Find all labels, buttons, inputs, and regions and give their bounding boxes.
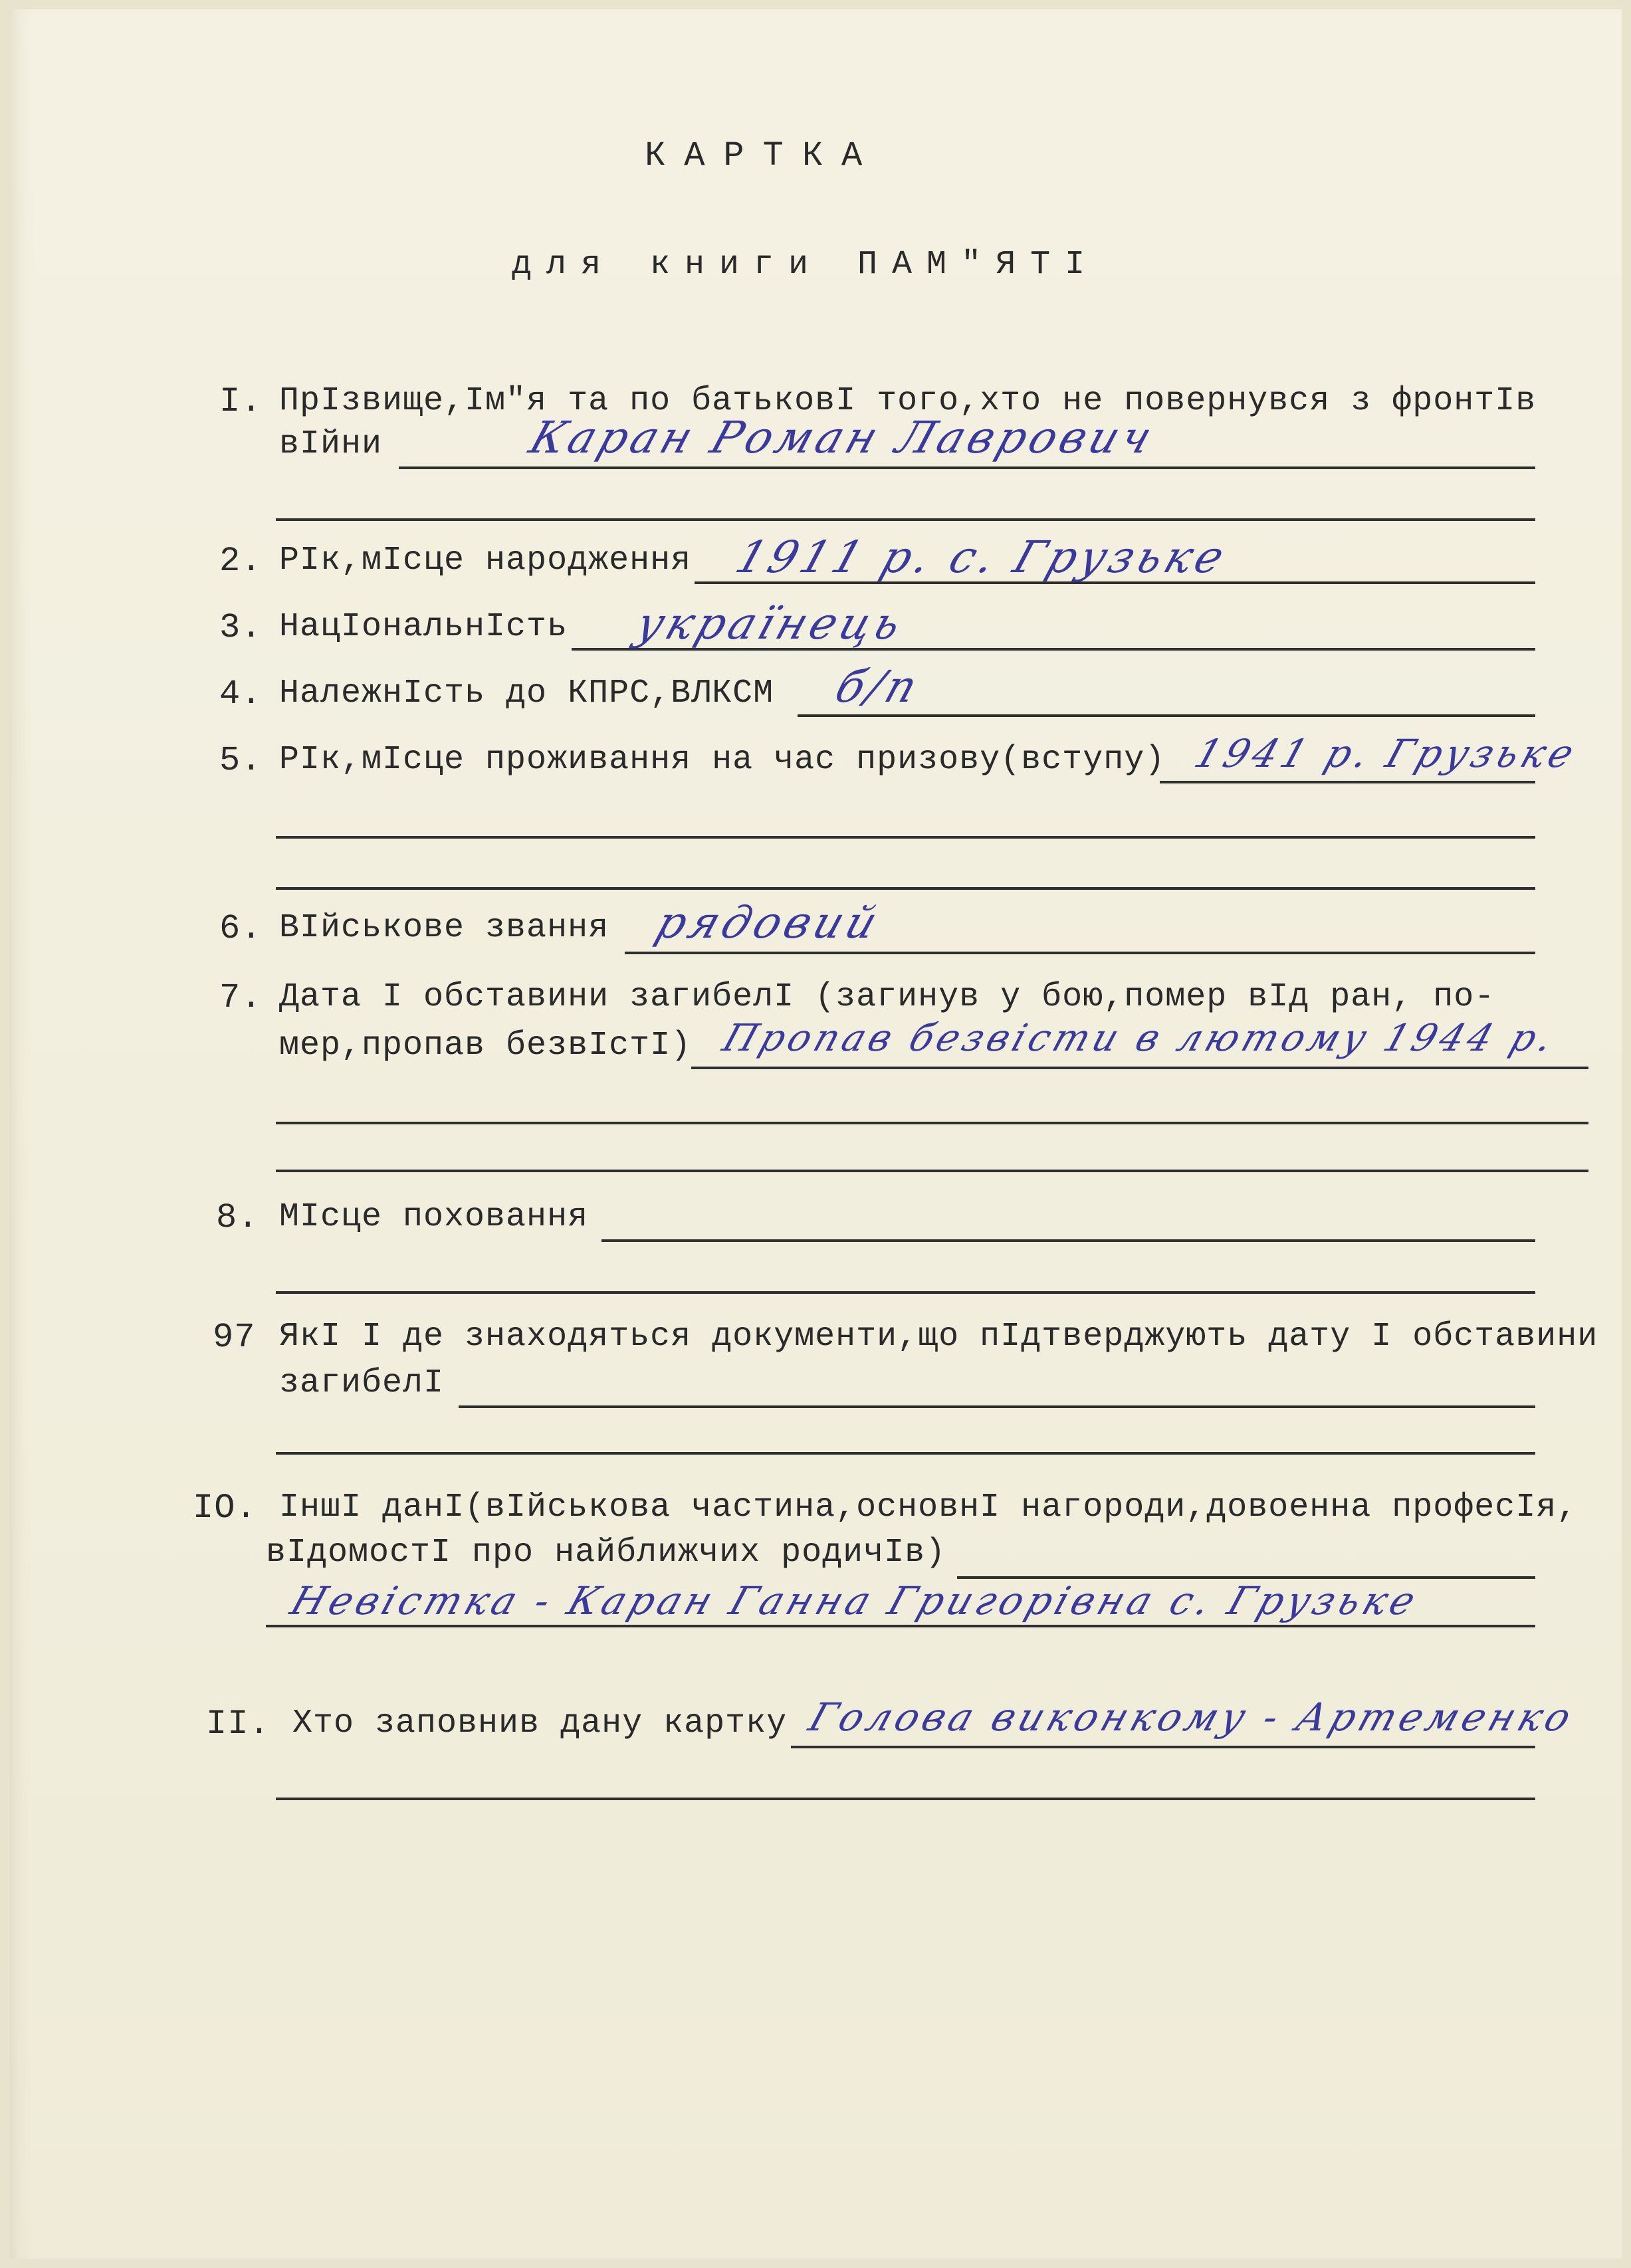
field-2-number: 2. — [219, 542, 263, 581]
field-4-line — [798, 714, 1535, 717]
card-title: КАРТКА — [645, 136, 881, 175]
field-10-value: Невістка - Каран Ганна Григорівна с. Грузьке — [284, 1578, 1426, 1623]
field-9-label: ЯкІ І де знаходяться документи,що пІдтверджують дату І обставини — [279, 1318, 1598, 1356]
field-7-line-3 — [276, 1170, 1588, 1172]
field-11-number: II. — [206, 1704, 271, 1744]
field-7-label-cont: мер,пропав безвІстІ) — [279, 1027, 692, 1065]
field-7-number: 7. — [219, 978, 263, 1017]
field-2-value: 1911 р. с. Грузьке — [729, 532, 1235, 583]
field-1-number: I. — [219, 382, 263, 421]
field-6-value: рядовий — [649, 897, 888, 948]
field-6-line — [625, 952, 1535, 954]
field-6-number: 6. — [219, 909, 263, 948]
field-8-label: МІсце поховання — [279, 1198, 589, 1236]
field-1-label: ПрІзвище,Ім"я та по батьковІ того,хто не повернувся з фронтІв — [279, 382, 1537, 420]
field-5-label: РІк,мІсце проживання на час призову(вступу) — [279, 741, 1166, 779]
field-5-value: 1941 р. Грузьке — [1188, 731, 1584, 776]
field-10-line-2 — [266, 1625, 1535, 1627]
field-5-number: 5. — [219, 741, 263, 780]
field-3-label: НацІональнІсть — [279, 608, 568, 646]
field-5-line-2 — [276, 836, 1535, 839]
field-7-value: Пропав безвісти в лютому 1944 р. — [717, 1017, 1563, 1060]
field-3-value: українець — [629, 598, 912, 649]
field-8-line — [601, 1239, 1535, 1242]
field-4-label: НалежнІсть до КПРС,ВЛКСМ — [279, 674, 774, 712]
field-9-line-2 — [276, 1452, 1535, 1455]
field-10-number: IO. — [193, 1489, 257, 1528]
field-1-line-2 — [276, 518, 1535, 521]
field-11-line-2 — [276, 1798, 1535, 1800]
field-11-label: Хто заповнив дану картку — [292, 1704, 788, 1742]
field-4-value: б/п — [829, 661, 928, 712]
field-5-line — [1160, 781, 1535, 783]
field-7-line — [691, 1067, 1588, 1069]
field-9-number: 97 — [213, 1318, 256, 1357]
field-8-line-2 — [276, 1291, 1535, 1294]
field-5-line-3 — [276, 887, 1535, 890]
field-10-label-cont: вІдомостІ про найближчих родичІв) — [266, 1534, 946, 1572]
field-10-label: ІншІ данІ(вІйськова частина,основнІ нагороди,довоенна професІя, — [279, 1489, 1578, 1526]
field-9-label-cont: загибелІ — [279, 1364, 445, 1402]
field-7-label: Дата І обставини загибелІ (загинув у бою,помер вІд ран, по- — [279, 978, 1495, 1016]
field-9-line — [459, 1405, 1535, 1408]
field-8-number: 8. — [216, 1198, 259, 1237]
field-6-label: ВІйськове звання — [279, 909, 609, 947]
field-2-label: РІк,мІсце народження — [279, 542, 692, 579]
field-1-line — [399, 466, 1535, 469]
field-1-value: Каран Роман Лаврович — [523, 412, 1162, 463]
field-3-number: 3. — [219, 608, 263, 647]
field-1-label-cont: вІйни — [279, 425, 383, 463]
card-subtitle: для книги ПАМ"ЯТІ — [512, 246, 1100, 284]
field-11-value: Голова виконкому - Артеменко — [803, 1695, 1581, 1740]
field-7-line-2 — [276, 1122, 1588, 1124]
field-4-number: 4. — [219, 674, 263, 714]
field-11-line — [791, 1746, 1535, 1748]
